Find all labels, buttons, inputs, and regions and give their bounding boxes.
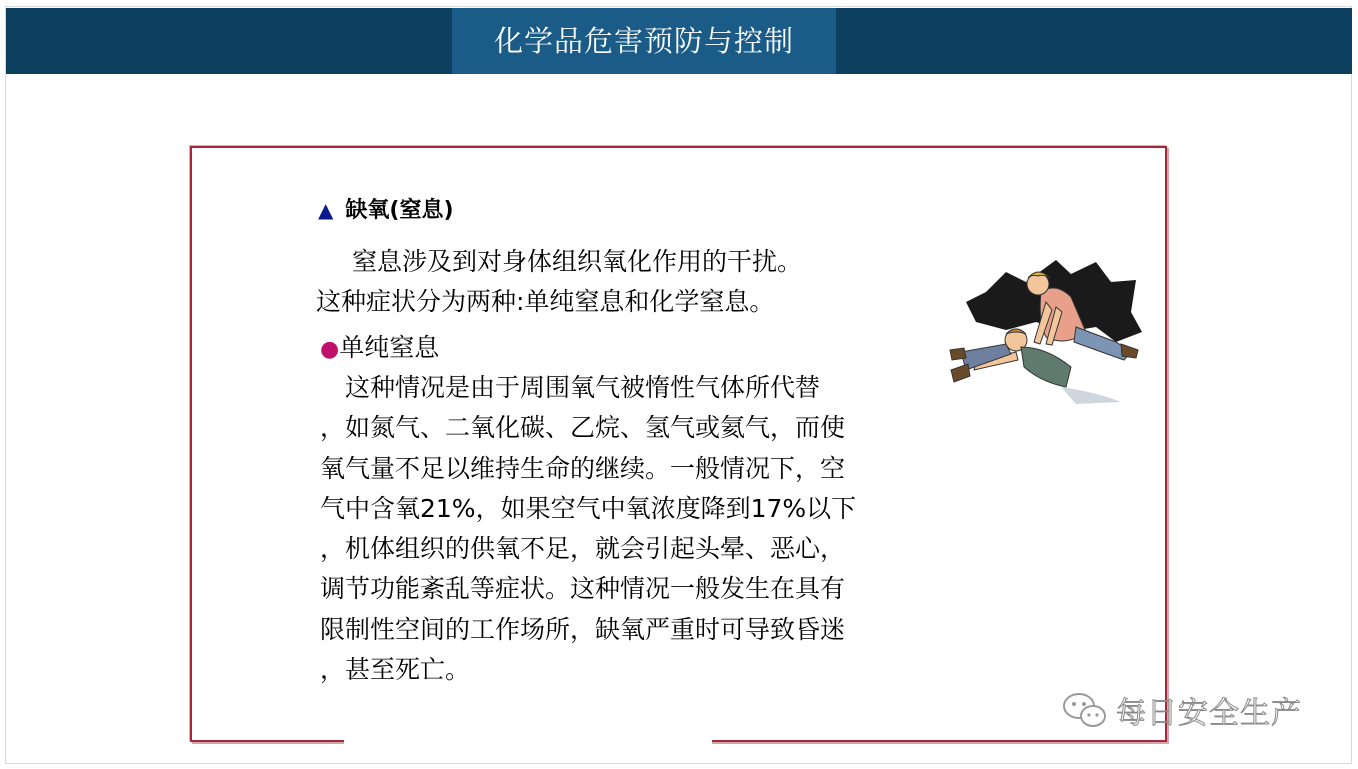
body-line: 气中含氧21%，如果空气中氧浓度降到17%以下 xyxy=(320,493,857,523)
section-heading-text: 缺氧(窒息) xyxy=(345,198,454,223)
watermark xyxy=(1062,690,1302,730)
watermark-text: 每日安全生产 xyxy=(1116,696,1302,731)
cpr-rescue-illustration xyxy=(946,252,1144,404)
wechat-icon xyxy=(1062,691,1108,729)
subheading-text: 单纯窒息 xyxy=(339,333,440,362)
slide-title: 化学品危害预防与控制 xyxy=(452,8,836,74)
intro-line-2: 这种症状分为两种:单纯窒息和化学窒息。 xyxy=(316,287,775,316)
intro-line-1: 窒息涉及到对身体组织氧化作用的干扰。 xyxy=(352,247,803,276)
body-line: ，机体组织的供氧不足，就会引起头晕、恶心， xyxy=(320,534,846,564)
body-line: 调节功能紊乱等症状。这种情况一般发生在具有 xyxy=(320,574,846,604)
body-line: ，甚至死亡。 xyxy=(320,655,471,685)
frame-gap xyxy=(344,736,712,746)
section-heading xyxy=(318,193,454,224)
body-paragraph xyxy=(320,368,920,690)
subheading xyxy=(320,328,439,364)
body-line: ，如氮气、二氧化碳、乙烷、氢气或氦气，而使 xyxy=(320,413,846,443)
bullet-dot-icon: ● xyxy=(320,337,340,362)
body-line: 限制性空间的工作场所，缺氧严重时可导致昏迷 xyxy=(320,614,846,644)
body-line: 氧气量不足以维持生命的继续。一般情况下，空 xyxy=(320,453,846,483)
triangle-bullet-icon: ▲ xyxy=(318,198,334,222)
body-line: 这种情况是由于周围氧气被惰性气体所代替 xyxy=(320,373,821,402)
